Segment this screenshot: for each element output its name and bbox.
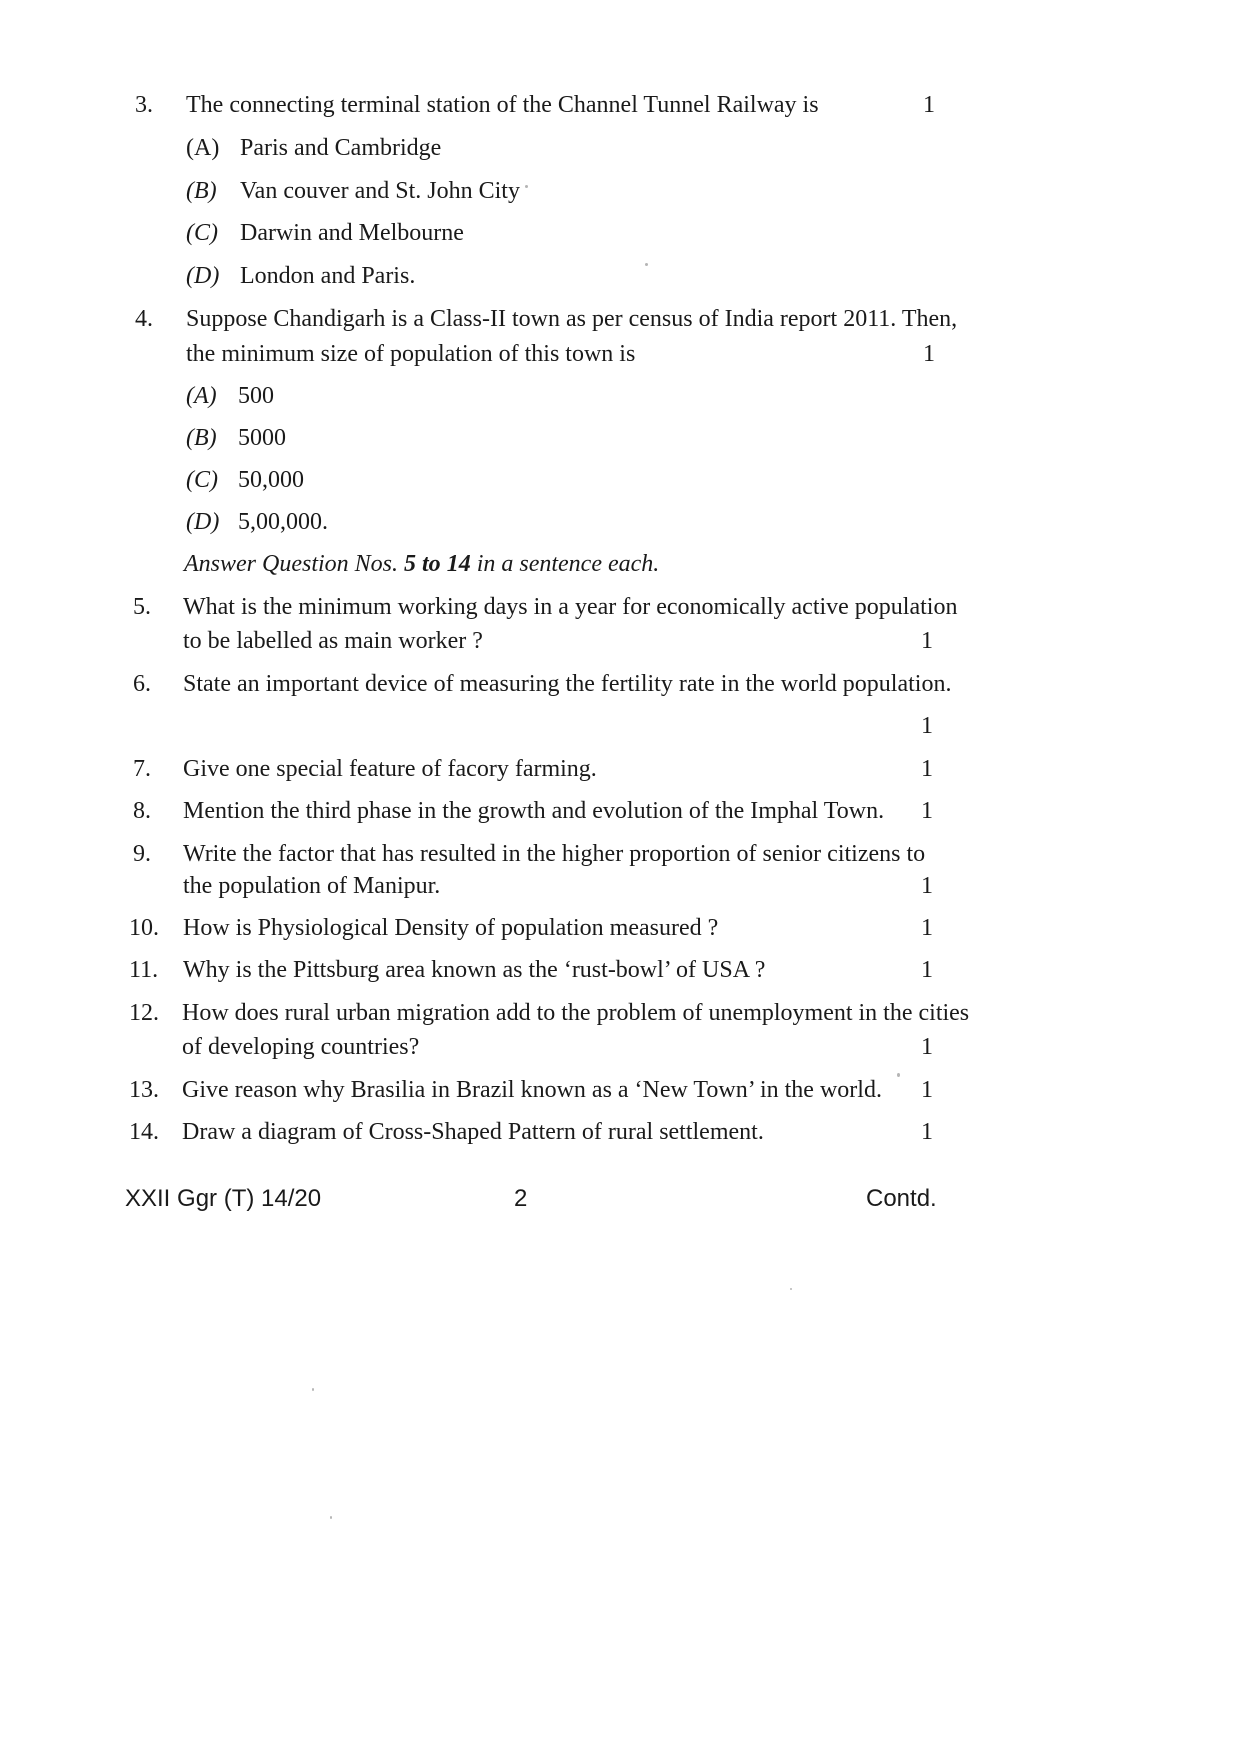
q3-option-b-text: Van couver and St. John City	[240, 178, 520, 204]
question-4-line2: the minimum size of population of this town is	[186, 341, 636, 367]
question-3-text: The connecting terminal station of the Channel Tunnel Railway is	[186, 92, 819, 118]
q4-option-d-text: 5,00,000.	[238, 509, 328, 535]
scan-speck	[312, 1388, 314, 1391]
q3-option-d-text: London and Paris.	[240, 263, 416, 289]
question-6-line1: State an important device of measuring the fertility rate in the world population.	[183, 671, 952, 697]
question-4-marks: 1	[923, 341, 935, 367]
question-8-number: 8.	[133, 798, 151, 824]
question-14-marks: 1	[921, 1119, 933, 1145]
footer-paper-code: XXII Ggr (T) 14/20	[125, 1185, 322, 1212]
q4-option-b-label: (B)	[186, 425, 217, 451]
question-8-line1: Mention the third phase in the growth and evolution of the Imphal Town.	[183, 798, 885, 824]
footer-contd: Contd.	[866, 1185, 937, 1212]
question-14-number: 14.	[129, 1119, 159, 1145]
q3-option-b-label: (B)	[186, 178, 217, 204]
q4-option-c-text: 50,000	[238, 467, 304, 493]
question-12-marks: 1	[921, 1034, 933, 1060]
question-5-number: 5.	[133, 594, 151, 620]
q3-option-c-text: Darwin and Melbourne	[240, 220, 464, 246]
q4-option-b-text: 5000	[238, 425, 286, 451]
question-11-number: 11.	[129, 957, 159, 983]
question-12-number: 12.	[129, 1000, 159, 1026]
question-13-marks: 1	[921, 1077, 933, 1103]
question-14-line1: Draw a diagram of Cross-Shaped Pattern of rural settlement.	[182, 1119, 764, 1145]
question-5-line2: to be labelled as main worker ?	[183, 628, 483, 654]
question-9-line1: Write the factor that has resulted in the higher proportion of senior citizens to	[183, 841, 926, 867]
q4-option-a-label: (A)	[186, 383, 217, 409]
instruction-from: 5	[404, 551, 417, 577]
question-10-number: 10.	[129, 915, 159, 941]
question-5-marks: 1	[921, 628, 933, 654]
question-8-marks: 1	[921, 798, 933, 824]
instruction-to: 14	[446, 551, 471, 577]
question-13-number: 13.	[129, 1077, 159, 1103]
q4-option-a-text: 500	[238, 383, 274, 409]
question-9-number: 9.	[133, 841, 151, 867]
q3-option-a-label: (A)	[186, 135, 220, 161]
question-9-line2: the population of Manipur.	[183, 873, 441, 899]
q4-option-d-label: (D)	[186, 509, 220, 535]
question-7-marks: 1	[921, 756, 933, 782]
footer-page-number: 2	[514, 1185, 528, 1212]
section-instruction	[184, 549, 659, 579]
scan-speck	[330, 1516, 332, 1519]
question-6-number: 6.	[133, 671, 151, 697]
scan-speck	[790, 1288, 792, 1290]
q3-option-c-label: (C)	[186, 220, 218, 246]
question-10-marks: 1	[921, 915, 933, 941]
question-3-number: 3.	[135, 92, 153, 118]
question-7-line1: Give one special feature of facory farming.	[183, 756, 597, 782]
question-13-line1: Give reason why Brasilia in Brazil known as a ‘New Town’ in the world.	[182, 1077, 882, 1103]
question-12-line2: of developing countries?	[182, 1034, 420, 1060]
question-4-number: 4.	[135, 306, 153, 332]
question-9-marks: 1	[921, 873, 933, 899]
question-4-line1: Suppose Chandigarh is a Class-II town as per census of India report 2011. Then,	[186, 306, 958, 332]
q3-option-d-label: (D)	[186, 263, 220, 289]
question-11-line1: Why is the Pittsburg area known as the ‘rust-bowl’ of USA ?	[183, 957, 766, 983]
q4-option-c-label: (C)	[186, 467, 218, 493]
question-6-marks: 1	[921, 713, 933, 739]
question-10-line1: How is Physiological Density of population measured ?	[183, 915, 719, 941]
instruction-prefix: Answer Question Nos.	[184, 551, 405, 577]
question-7-number: 7.	[133, 756, 151, 782]
question-12-line1: How does rural urban migration add to the problem of unemployment in the cities	[182, 1000, 970, 1026]
instruction-suffix: in a sentence each.	[470, 551, 660, 577]
question-3-marks: 1	[923, 92, 935, 118]
question-5-line1: What is the minimum working days in a year for economically active population	[183, 594, 958, 620]
scan-speck	[897, 1073, 900, 1077]
question-11-marks: 1	[921, 957, 933, 983]
scan-speck	[525, 185, 528, 188]
q3-option-a-text: Paris and Cambridge	[240, 135, 442, 161]
scan-speck	[645, 263, 648, 266]
instruction-to-word: to	[416, 551, 447, 577]
